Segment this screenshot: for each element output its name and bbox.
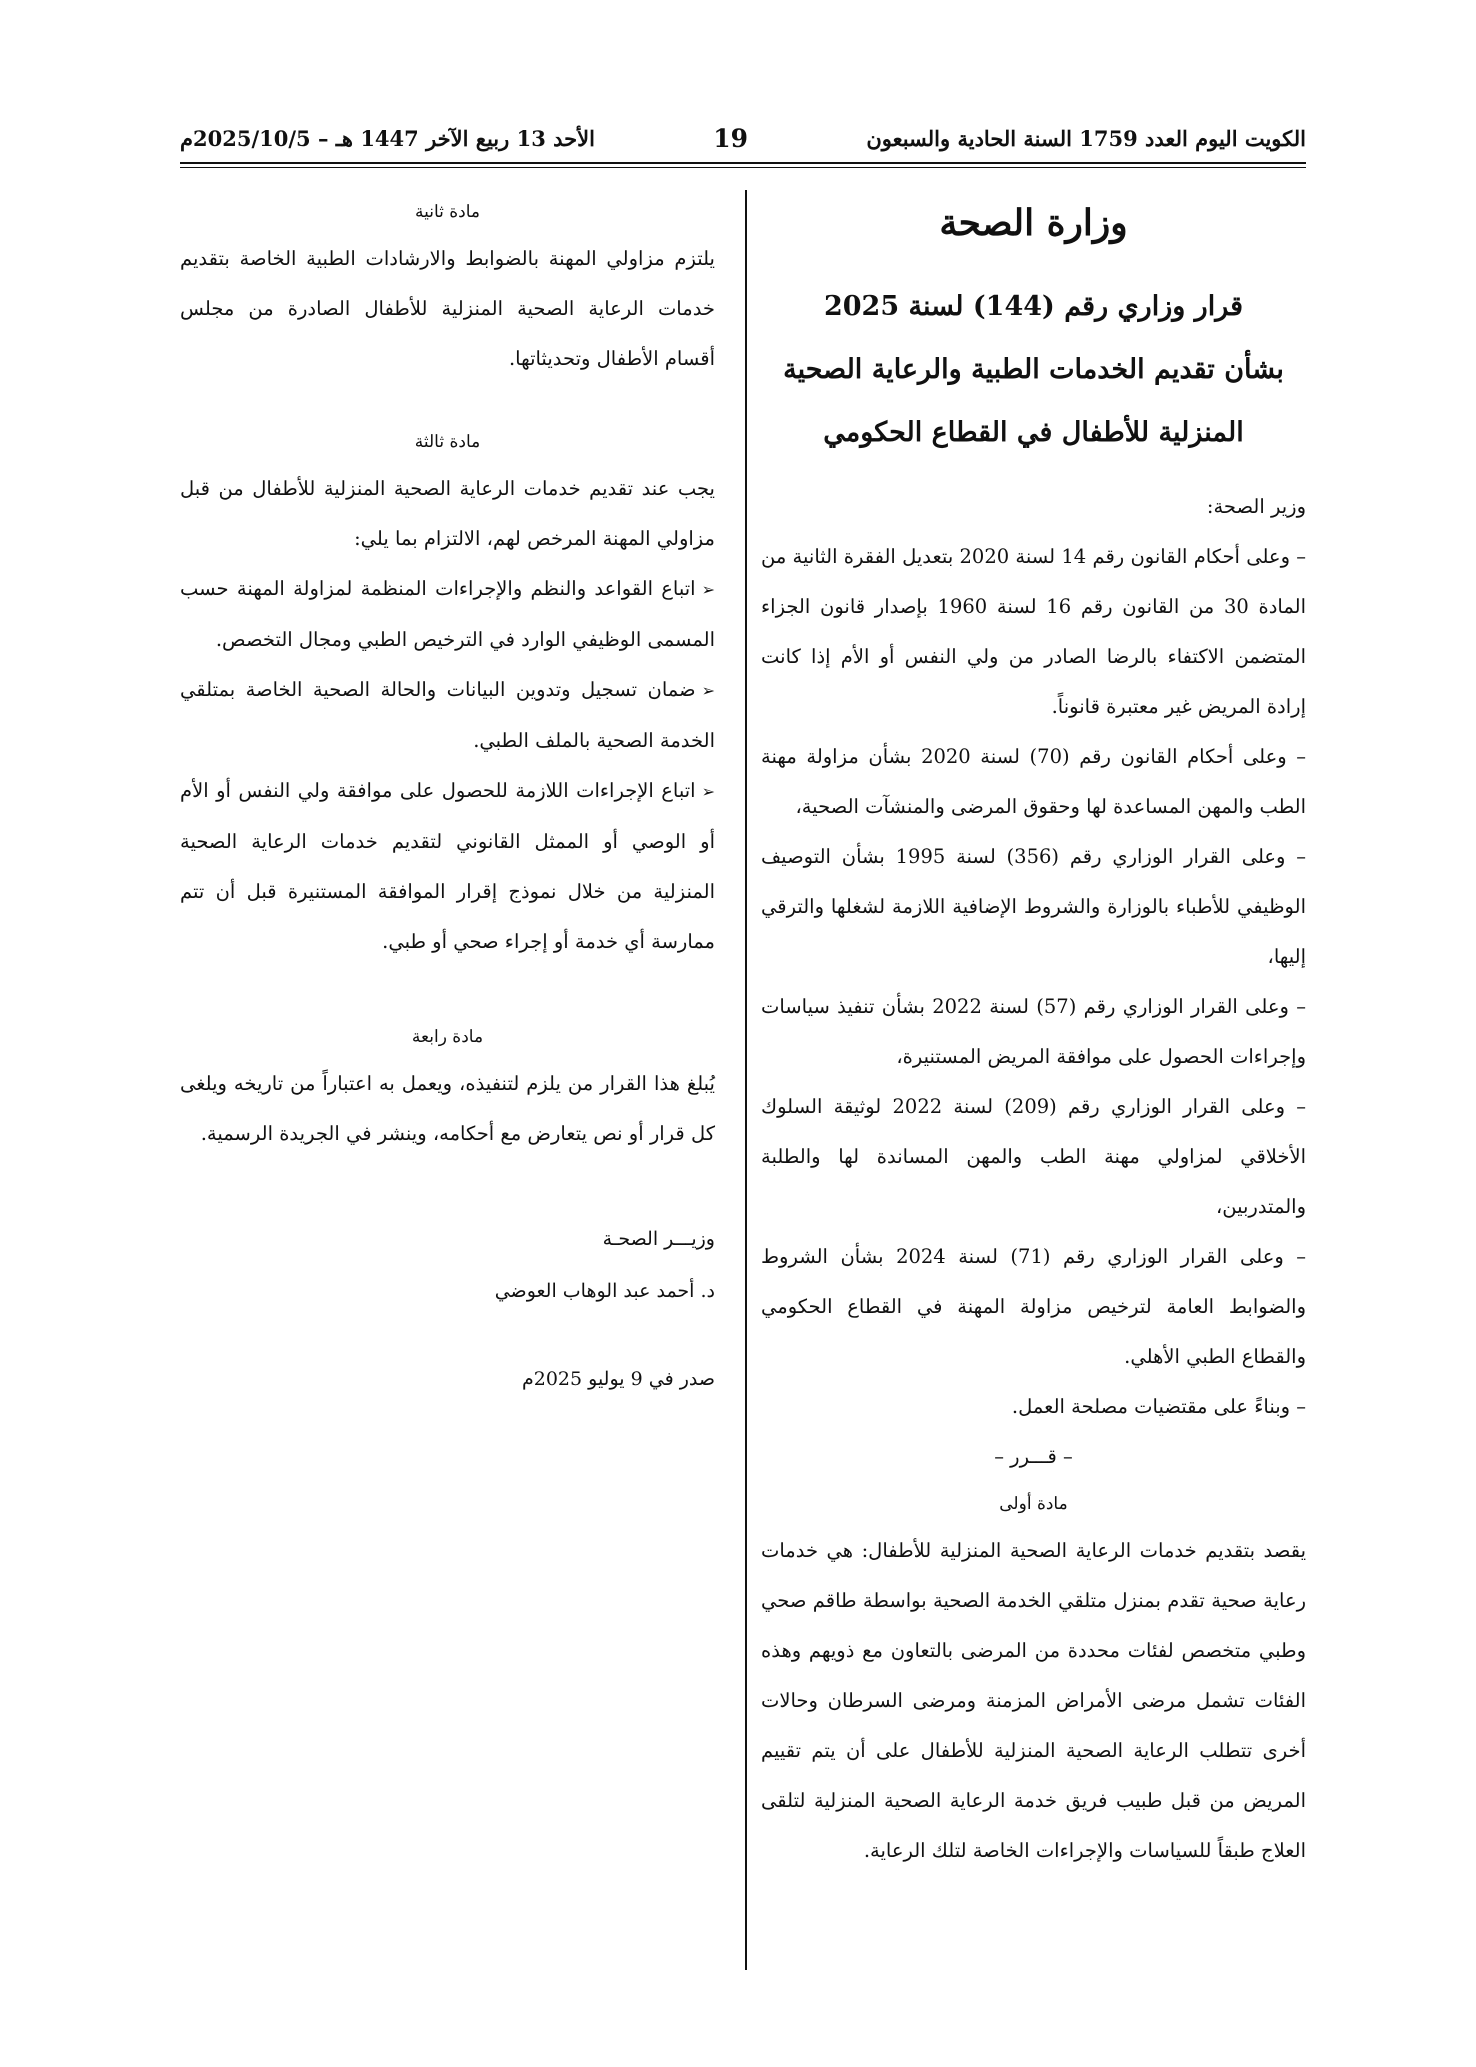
decision-title-line: قرار وزاري رقم (144) لسنة 2025	[823, 290, 1244, 322]
article-3-item-text: اتباع القواعد والنظم والإجراءات المنظمة لمزاولة المهنة حسب المسمى الوظيفي الوارد في الترخيص الطبي ومجال التخصص.	[180, 577, 715, 651]
preamble-item: – وعلى أحكام القانون رقم 14 لسنة 2020 بتعديل الفقرة الثانية من المادة 30 من القانون رقم 16 لسنة 1960 بإصدار قانون الجزاء المتضمن الاكتفاء بالرضا الصادر من ولي النفس أو الأم إذا كانت إرادة المريض غير معتبرة قانوناً.	[761, 544, 1306, 718]
article-2-text: يلتزم مزاولي المهنة بالضوابط والارشادات الطبية الخاصة بتقديم خدمات الرعاية الصحية المنزلية للأطفال الصادرة من مجلس أقسام الأطفال وتحديثاتها.	[180, 247, 715, 370]
left-column	[180, 190, 715, 1405]
article-4-text: يُبلغ هذا القرار من يلزم لتنفيذه، ويعمل به اعتباراً من تاريخه ويلغى كل قرار أو نص يتعارض مع أحكامه، وينشر في الجريدة الرسمية.	[180, 1072, 715, 1145]
preamble-item: – وعلى القرار الوزاري رقم (57) لسنة 2022 بشأن تنفيذ سياسات وإجراءات الحصول على موافقة المريض المستنيرة،	[761, 994, 1307, 1068]
article-2-title: مادة ثانية	[414, 202, 481, 222]
arrow-bullet-icon: ➢	[701, 782, 715, 801]
preamble-item: – وبناءً على مقتضيات مصلحة العمل.	[1011, 1394, 1306, 1418]
article-3-intro: يجب عند تقديم خدمات الرعاية الصحية المنزلية للأطفال من قبل مزاولي المهنة المرخص لهم، الالتزام بما يلي:	[180, 477, 715, 550]
decision-title-line: المنزلية للأطفال في القطاع الحكومي	[823, 416, 1244, 448]
decision-title	[761, 275, 1306, 464]
preamble-item: – وعلى القرار الوزاري رقم (71) لسنة 2024 بشأن الشروط والضوابط العامة لترخيص مزاولة المهنة في القطاع الحكومي والقطاع الطبي الأهلي.	[761, 1244, 1307, 1368]
header-rule-thick	[180, 162, 1306, 164]
article-3-item-text: ضمان تسجيل وتدوين البيانات والحالة الصحية الخاصة بمتلقي الخدمة الصحية بالملف الطبي.	[180, 678, 715, 752]
arrow-bullet-icon: ➢	[701, 681, 715, 700]
issue-date: صدر في 9 يوليو 2025م	[521, 1368, 715, 1390]
page-number: 19	[713, 123, 749, 153]
article-3-item	[180, 564, 715, 665]
article-3-item-text: اتباع الإجراءات اللازمة للحصول على موافقة ولي النفس أو الأم أو الوصي أو الممثل القانوني لتقديم خدمات الرعاية الصحية المنزلية من خلال نموذج إقرار الموافقة المستنيرة قبل أن تتم ممارسة أي خدمة أو إجراء صحي أو طبي.	[180, 779, 715, 953]
preamble-item: – وعلى أحكام القانون رقم (70) لسنة 2020 بشأن مزاولة مهنة الطب والمهن المساعدة لها وحقوق المرضى والمنشآت الصحية،	[761, 744, 1307, 818]
header-date: الأحد 13 ربيع الآخر 1447 هـ – 2025/10/5م	[180, 125, 595, 151]
article-3-item	[180, 766, 715, 967]
decision-title-line: بشأن تقديم الخدمات الطبية والرعاية الصحية	[783, 353, 1284, 385]
page-header	[180, 118, 1306, 158]
signatory-name: د. أحمد عبد الوهاب العوضي	[494, 1280, 715, 1302]
preamble-item: – وعلى القرار الوزاري رقم (209) لسنة 2022 لوثيقة السلوك الأخلاقي لمزاولي مهنة الطب والمهن المساندة لها والطلبة والمتدربين،	[761, 1094, 1306, 1218]
decides-heading: – قـــرر –	[994, 1444, 1073, 1468]
signatory-title: وزيـــر الصحـة	[602, 1228, 715, 1250]
article-4-title: مادة رابعة	[411, 1027, 484, 1047]
preamble-item: – وعلى القرار الوزاري رقم (356) لسنة 1995 بشأن التوصيف الوظيفي للأطباء بالوزارة والشروط الإضافية اللازمة لشغلها والترقي إليها،	[761, 844, 1307, 968]
header-issue-info: الكويت اليوم العدد 1759 السنة الحادية والسبعون	[866, 125, 1306, 151]
article-1-title: مادة أولى	[999, 1493, 1068, 1514]
column-divider	[745, 190, 747, 1970]
article-3-item	[180, 665, 715, 766]
ministry-name: وزارة الصحة	[939, 202, 1128, 244]
article-1-text: يقصد بتقديم خدمات الرعاية الصحية المنزلية للأطفال: هي خدمات رعاية صحية تقدم بمنزل متلقي الخدمة الصحية بواسطة طاقم صحي وطبي متخصص لفئات محددة من المرضى بالتعاون مع ذويهم وهذه الفئات تشمل مرضى الأمراض المزمنة ومرضى السرطان وحالات أخرى تتطلب الرعاية الصحية المنزلية للأطفال على أن يتم تقييم المريض من قبل طبيب فريق خدمة الرعاية الصحية المنزلية لتلقى العلاج طبقاً للسياسات والإجراءات الخاصة لتلك الرعاية.	[761, 1538, 1306, 1862]
arrow-bullet-icon: ➢	[701, 580, 715, 599]
minister-heading: وزير الصحة:	[1206, 494, 1306, 518]
header-rule-thin	[180, 167, 1306, 168]
article-3-title: مادة ثالثة	[414, 432, 481, 452]
right-column	[761, 190, 1306, 1876]
